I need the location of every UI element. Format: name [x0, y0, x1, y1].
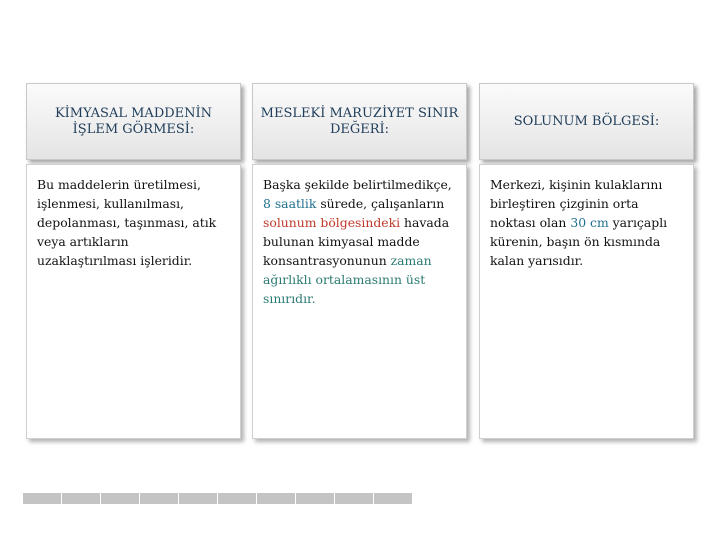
bar-segment: [374, 493, 413, 504]
bar-segment: [62, 493, 101, 504]
bar-segment: [335, 493, 374, 504]
card-header-solunum-bolgesi: [479, 83, 694, 160]
card-body-kimyasal-madde: [26, 164, 241, 439]
card-text-highlight: 8 saatlik: [263, 196, 317, 211]
bar-segment: [218, 493, 257, 504]
bar-segment: [140, 493, 179, 504]
card-text-highlight: solunum bölgesindeki: [263, 215, 401, 230]
card-text: Başka şekilde belirtilmedikçe,: [263, 177, 452, 192]
bar-segment: [23, 493, 62, 504]
bar-segment: [179, 493, 218, 504]
card-title: MESLEKİ MARUZİYET SINIR DEĞERİ:: [260, 105, 459, 137]
bar-segment: [296, 493, 335, 504]
card-title: SOLUNUM BÖLGESİ:: [513, 113, 660, 129]
card-text-highlight: 30 cm: [570, 215, 609, 230]
card-body-mesleki-maruziyet: [252, 164, 467, 439]
card-text: Bu maddelerin üretilmesi, işlenmesi, kullanılması, depolanması, taşınması, atık veya artıkların uzaklaştırılması işleridir.: [37, 177, 217, 268]
card-text: Merkezi, kişinin kulaklarını birleştiren çizginin orta noktası olan: [490, 177, 663, 230]
card-title: KİMYASAL MADDENİN İŞLEM GÖRMESİ:: [54, 105, 213, 137]
card-text-highlight: zaman ağırlıklı ortalamasının üst sınırıdır.: [263, 253, 432, 306]
card-header-kimyasal-madde: [26, 83, 241, 160]
bar-segment: [101, 493, 140, 504]
bar-segment: [257, 493, 296, 504]
card-header-mesleki-maruziyet: [252, 83, 467, 160]
card-text: havada bulunan kimyasal madde konsantrasyonunun: [263, 215, 450, 268]
card-body-solunum-bolgesi: [479, 164, 694, 439]
card-text: sürede, çalışanların: [316, 196, 445, 211]
card-text: yarıçaplı kürenin, başın ön kısmında kalan yarısıdır.: [490, 215, 668, 268]
decorative-segment-bar: [23, 493, 413, 504]
